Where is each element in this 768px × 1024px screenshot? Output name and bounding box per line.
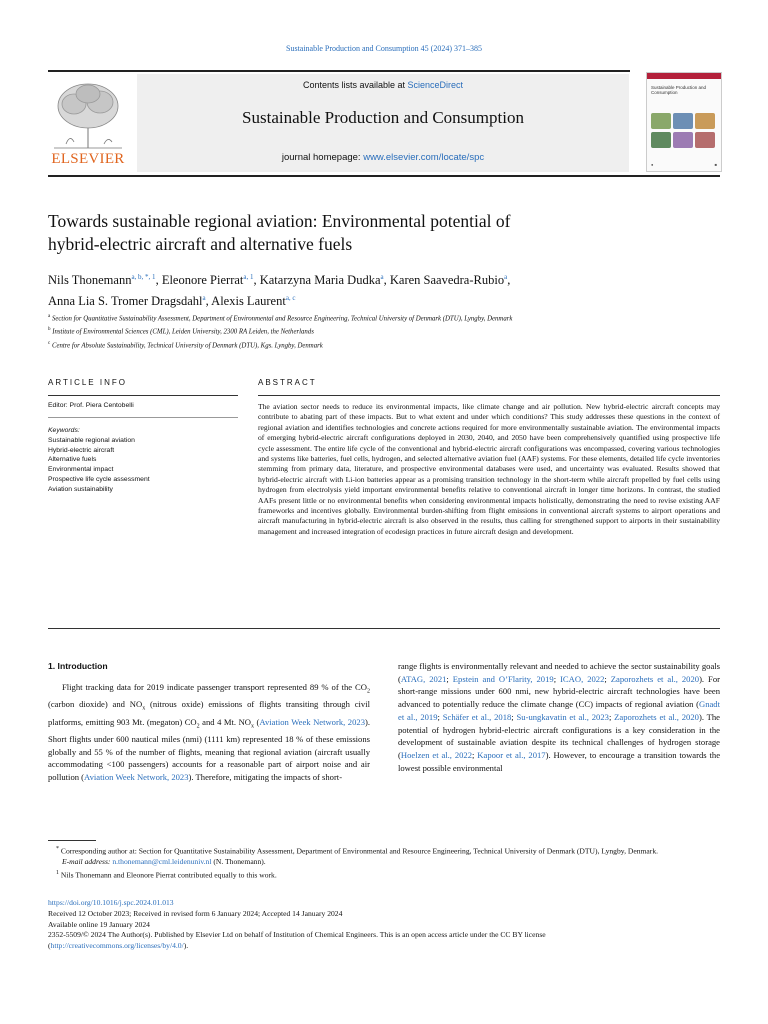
keyword-item: Environmental impact [48,466,114,474]
citation-link[interactable]: Zaporozhets et al., 2020 [610,673,700,684]
cover-icon-left: ● [651,162,654,167]
cover-title: Sustainable Production and Consumption [651,85,707,95]
available-online: Available online 19 January 2024 [48,919,150,929]
intro-heading: 1. Introduction [48,661,108,671]
author-affil-mark[interactable]: a [380,273,384,281]
author-affil-mark[interactable]: a [202,294,206,303]
author-name[interactable]: Karen Saavedra-Rubio [389,273,505,288]
citation-link[interactable]: Zaporozhets et al., 2020 [614,711,699,722]
title-line-1: Towards sustainable regional aviation: Environmental potential of [48,211,511,231]
editor-text: Editor: Prof. Piera Centobelli [48,402,134,409]
affiliation-item: $^b$ Institute of Environmental Sciences (CML), Leiden University, 2300 RA Leiden, the Netherlands [48,327,314,336]
keyword-item: Alternative fuels [48,456,97,464]
received-dates: Received 12 October 2023; Received in revised form 6 January 2024; Accepted 14 January 2024 [48,908,343,918]
intro-left-column [48,660,370,784]
author-affil-mark[interactable]: a [504,273,508,281]
cover-icon-right: ■ [714,162,717,167]
abstract-header [258,378,720,396]
citation-link[interactable]: Hoelzen et al., 2022 [400,749,473,760]
keyword-item: Aviation sustainability [48,485,113,493]
footnotes [48,844,720,881]
author-name[interactable]: Nils Thonemann [48,273,132,288]
license-link[interactable]: http://creativecommons.org/licenses/by/4.0/ [50,941,184,951]
cover-images [651,113,717,149]
contents-prefix: Contents lists available at [302,80,408,90]
author-name[interactable]: Alexis Laurent [211,294,286,309]
abstract-bottom-rule [48,628,720,629]
footnote-email: E-mail address: n.thonemann@cml.leidenuniv.nl (N. Thonemann). [62,857,266,867]
citation-link[interactable]: Su-ungkavatin et al., 2023 [516,711,609,722]
journal-cover-thumbnail[interactable] [646,72,722,172]
title-line-2: hybrid-electric aircraft and alternative fuels [48,234,353,254]
author-name[interactable]: Anna Lia S. Tromer Dragsdahl [48,294,203,309]
article-title [48,210,688,256]
journal-reference[interactable]: Sustainable Production and Consumption 45 (2024) 371–385 [286,44,482,53]
journal-name: Sustainable Production and Consumption [242,108,524,127]
author-affil-mark[interactable]: a, c [285,294,296,303]
homepage-line [137,152,629,163]
abstract-heading: ABSTRACT [258,378,317,387]
article-info-heading: ARTICLE INFO [48,378,127,387]
author-list [48,268,688,310]
author-name[interactable]: Eleonore Pierrat [161,273,244,288]
homepage-link[interactable]: www.elsevier.com/locate/spc [363,152,485,163]
author-affil-mark[interactable]: a, 1 [243,273,254,281]
citation-link[interactable]: Epstein and O’Flarity, 2019 [452,673,554,684]
email-link[interactable]: n.thonemann@cml.leidenuniv.nl [112,857,212,867]
abstract-rule [258,395,720,396]
keyword-item: Sustainable regional aviation [48,436,135,444]
intro-paragraph: Flight tracking data for 2019 indicate passenger transport represented 89 % of the $CO_2$ (carbon dioxide) and $NO_x$ (nitrous oxide) emissions of flights transiting through civil platforms, emitting 903 Mt. (megaton) $CO_2$ and 4 Mt. $NO_x$ (Aviation Week Network, 2023). Short flights under 600 nautical miles (nmi) (1111 km) represented 18 % of these emissions globally and 55 % of the number of flights, meaning that regional aviation (aircraft usually accommodating <100 passengers) accounts for a reasonable part of airport noise and air pollution (Aviation Week Network, 2023). Therefore, mitigating the impacts of short- [48,681,371,783]
author-affil-mark[interactable]: a, b, *, 1 [131,273,156,281]
cover-footer [651,162,717,167]
citation-link[interactable]: Aviation Week Network, 2023 [84,772,189,783]
citation-link[interactable]: Schäfer et al., 2018 [442,711,512,722]
footnote-corresponding: * Corresponding author at: Section for Quantitative Sustainability Assessment, Department of Environmental and Resource Engineering, Technical University of Denmark (DTU), Lyngby, Denmark. [56,846,659,856]
citation-link[interactable]: ICAO, 2022 [560,673,605,684]
citation-link[interactable]: Gnadt et al., 2019 [398,699,720,722]
author-name[interactable]: Katarzyna Maria Dudka [259,273,381,288]
affiliations [48,311,720,351]
publication-info [48,898,720,952]
citation-link[interactable]: Aviation Week Network, 2023 [259,716,365,727]
authors-line-1: Nils Thonemann$^{a, b, *, 1}$, Eleonore Pierrat$^{a, 1}$, Katarzyna Maria Dudka$^a$, Karen Saavedra-Rubio$^a$, [48,273,511,288]
keyword-item: Hybrid-electric aircraft [48,446,115,454]
license-line: 2352-5509/© 2024 The Author(s). Published by Elsevier Ltd on behalf of Institution of Chemical Engineers. This is an open access article under the CC BY license [48,930,546,940]
masthead-top-rule [48,70,630,72]
cover-band [647,73,721,79]
citation-link[interactable]: ATAG, 2021 [400,673,447,684]
citation-link[interactable]: Kapoor et al., 2017 [477,749,546,760]
keywords-block [48,426,238,495]
sciencedirect-link[interactable]: ScienceDirect [407,80,464,90]
doi-link[interactable]: https://doi.org/10.1016/j.spc.2024.01.013 [48,898,174,907]
editor-rule [48,417,238,418]
footnote-equal-contribution: $^1$ Nils Thonemann and Eleonore Pierrat contributed equally to this work. [56,869,277,880]
affiliation-item: $^c$ Centre for Absolute Sustainability, Technical University of Denmark (DTU), Kgs. Lyngby, Denmark [48,340,323,349]
intro-right-column: range flights is environmentally relevant and needed to achieve the sector sustainability goals (ATAG, 2021; Epstein and O’Flarity, 2019; ICAO, 2022; Zaporozhets et al., 2020). For short-range missions under 600 nmi, new hybrid-electric aircraft technologies have been advanced to potentially reduce the climate change (CC) impacts of regional aviation (Gnadt et al., 2019; Schäfer et al., 2018; Su-ungkavatin et al., 2023; Zaporozhets et al., 2020). The potential of hydrogen hybrid-electric aircraft configurations is a key consideration in the development of sustainable aviation despite its technical challenges of hydrogen storage (Hoelzen et al., 2022; Kapoor et al., 2017). However, to encourage a transition towards the lowest possible environmental [398,661,721,773]
editor-line [48,402,238,418]
contents-line [137,80,629,90]
abstract-body: The aviation sector needs to reduce its environmental impacts, like climate change and air pollution. New hybrid-electric aircraft concepts may contribute to abating part of these impacts. But to what extent and under which conditions? This study addresses these questions in the context of regional aviation and identifies technologies and concrete actions required for more environmentally sustainable aviation. The environmental impacts of emerging hybrid-electric aircraft configurations deployed in 2030, 2040, and 2050 have been comprehensively quantified using prospective life cycle assessment. The entire life cycle of the conventional and hybrid-electric aircraft configurations was encompassed, covering various technologies and systems like batteries, fuel cells, hydrogen, and selected alternative aviation fuel (AAF) systems. For these elements, detailed life cycle inventories stemming from primary data, literature, and prospective environmental databases were used, and uncertainty was evaluated. Results showed that hybrid-electric aircraft with Li-ion batteries appear as a promising transition technology in the short-term while aircraft propelled by fuel cells using hydrogen from electrolysis yield important environmental benefits relative to conventional aircraft in longer time horizons. In contrast, the studied AAFs present little or no environmental benefits when considering environmental impacts holistically, demonstrating the need to revise existing AAF frameworks and incentives globally. Environmental burden-shifting from flight emissions in conventional aircraft systems to airport operations and aircraft manufacturing in hybrid-electric aircraft is also observed in the results, thus calling for strengthened support to airports in their sustainability management and increased integration of ecodesign practices in future aircraft design and development. [258,402,720,536]
homepage-prefix: journal homepage: [281,152,364,163]
article-info-rule [48,395,238,396]
masthead-bottom-rule [48,175,720,177]
affiliation-item: $^a$ Section for Quantitative Sustainability Assessment, Department of Environmental and Resource Engineering, Technical University of Denmark (DTU), Lyngby, Denmark [48,314,513,323]
article-info-header [48,378,238,396]
elsevier-wordmark: ELSEVIER [51,151,125,167]
footnote-rule [48,840,96,841]
license-link-line: (http://creativecommons.org/licenses/by/4.0/). [48,941,189,951]
keyword-item: Prospective life cycle assessment [48,475,150,483]
authors-line-2: Anna Lia S. Tromer Dragsdahl$^a$, Alexis Laurent$^{a, c}$ [48,294,296,309]
keywords-label: Keywords: [48,427,80,434]
